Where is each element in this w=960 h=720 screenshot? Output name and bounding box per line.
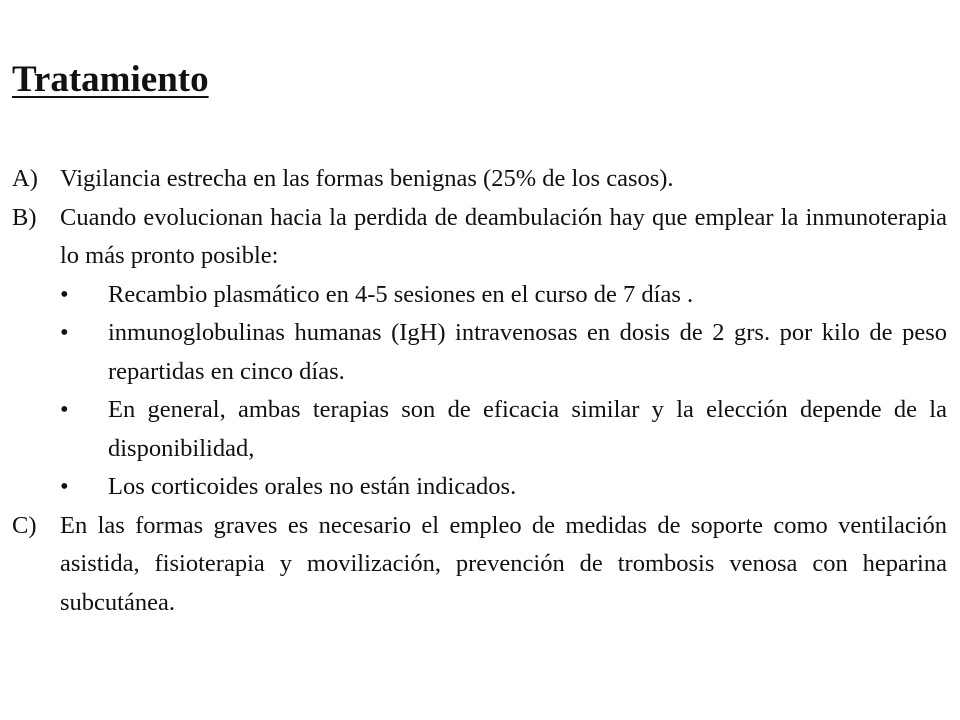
sublist-item: [60, 276, 947, 315]
sublist-item-text: Los corticoides orales no están indicados.: [108, 473, 517, 500]
sublist-item: [60, 468, 947, 507]
sublist-item: [60, 391, 947, 468]
list-marker-a: A): [12, 165, 38, 192]
sublist-item-text: Recambio plasmático en 4-5 sesiones en el curso de 7 días .: [108, 280, 694, 308]
list-item-b: [12, 199, 947, 276]
list-item-b-text: Cuando evolucionan hacia la perdida de deambulación hay que emplear la inmunoterapia lo más pronto posible:: [60, 203, 947, 269]
slide-title: Tratamiento: [12, 59, 209, 100]
list-item-c: [12, 507, 947, 623]
bullet-icon: •: [60, 473, 69, 500]
bullet-icon: •: [60, 280, 69, 308]
sublist-item-text: inmunoglobulinas humanas (IgH) intravenosas en dosis de 2 grs. por kilo de peso repartidas en cinco días.: [108, 319, 947, 385]
treatment-list: [12, 160, 947, 622]
list-marker-b: B): [12, 203, 37, 231]
list-item-a-text: Vigilancia estrecha en las formas benignas (25% de los casos).: [60, 165, 674, 192]
bullet-icon: •: [60, 319, 69, 346]
list-item-c-text: En las formas graves es necesario el empleo de medidas de soporte como ventilación asistida, fisioterapia y movilización, prevención de trombosis venosa con heparina subcutánea.: [60, 511, 947, 616]
sublist-item-text: En general, ambas terapias son de eficacia similar y la elección depende de la disponibilidad,: [108, 396, 947, 462]
list-item-a: [12, 160, 947, 199]
bullet-icon: •: [60, 396, 69, 423]
sublist: [12, 276, 947, 507]
sublist-item: [60, 314, 947, 391]
list-marker-c: C): [12, 511, 37, 539]
